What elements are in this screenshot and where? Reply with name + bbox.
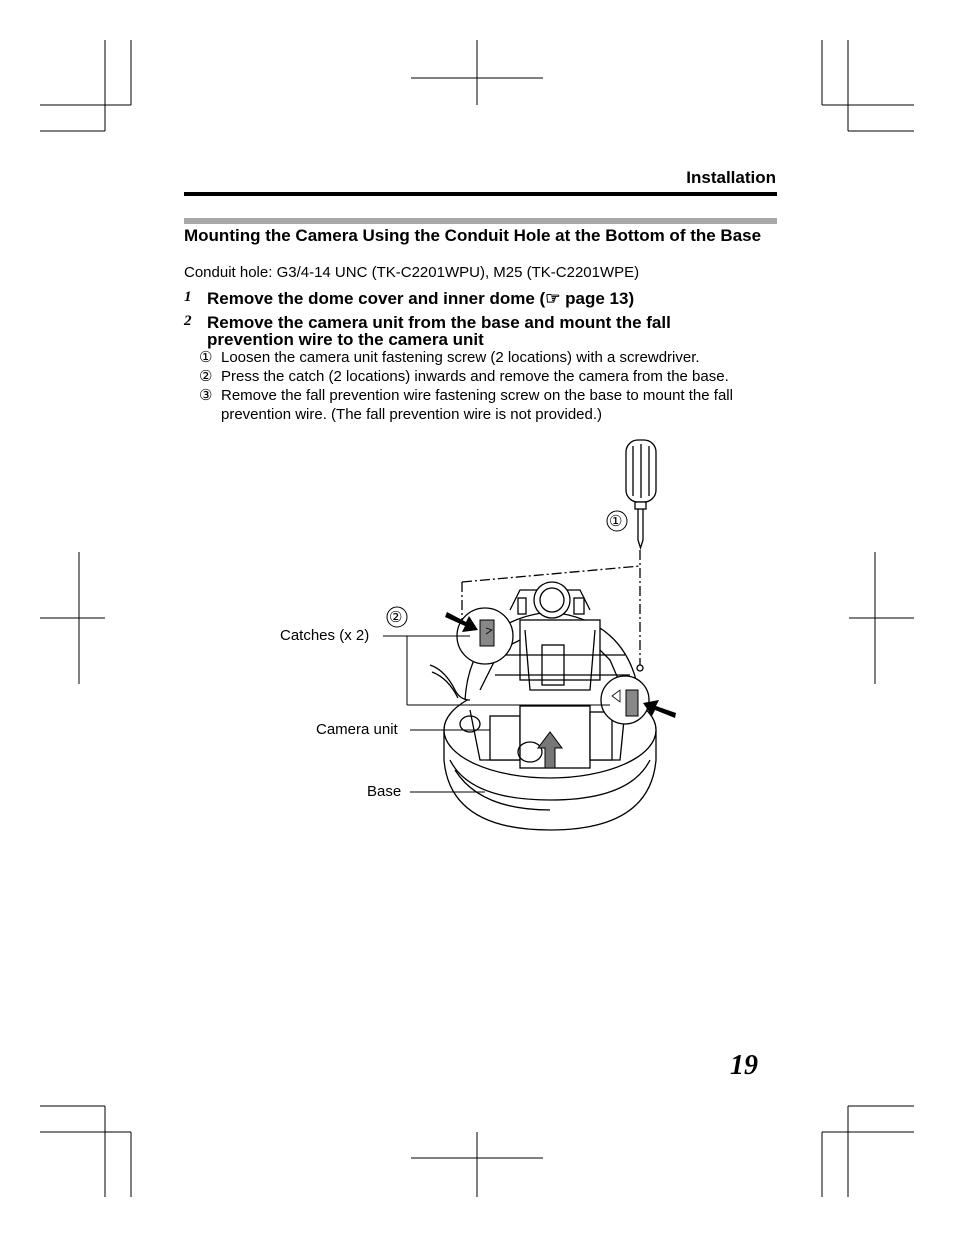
- screwdriver-icon: [626, 440, 656, 548]
- page-title: Mounting the Camera Using the Conduit Hole at the Bottom of the Base: [184, 226, 762, 245]
- callout-number: ②: [389, 609, 403, 626]
- step-number: 1: [184, 289, 192, 305]
- section-label: Installation: [686, 168, 776, 187]
- substep-mark: ①: [199, 349, 213, 366]
- substep-text: Press the catch (2 locations) inwards and remove the camera from the base.: [221, 368, 729, 385]
- conduit-note: Conduit hole: G3/4-14 UNC (TK-C2201WPU), M25 (TK-C2201WPE): [184, 264, 640, 281]
- step-number: 2: [184, 313, 192, 329]
- step-text: Remove the camera unit from the base and mount the fall prevention wire to the camera unit: [207, 313, 671, 349]
- label-base: Base: [367, 783, 402, 800]
- step-text: Remove the dome cover and inner dome (☞ page 13): [207, 289, 635, 308]
- label-camera-unit: Camera unit: [316, 721, 398, 738]
- substep-text: Remove the fall prevention wire fastening screw on the base to mount the fall prevention wire. (The fall prevention wire is not provided.): [221, 387, 733, 423]
- label-catches: Catches (x 2): [280, 627, 370, 644]
- callout-number: ①: [609, 513, 623, 530]
- page-number: 19: [730, 1050, 758, 1081]
- substep-mark: ③: [199, 387, 213, 404]
- substep-mark: ②: [199, 368, 213, 385]
- substep-text: Loosen the camera unit fastening screw (2 locations) with a screwdriver.: [221, 349, 700, 366]
